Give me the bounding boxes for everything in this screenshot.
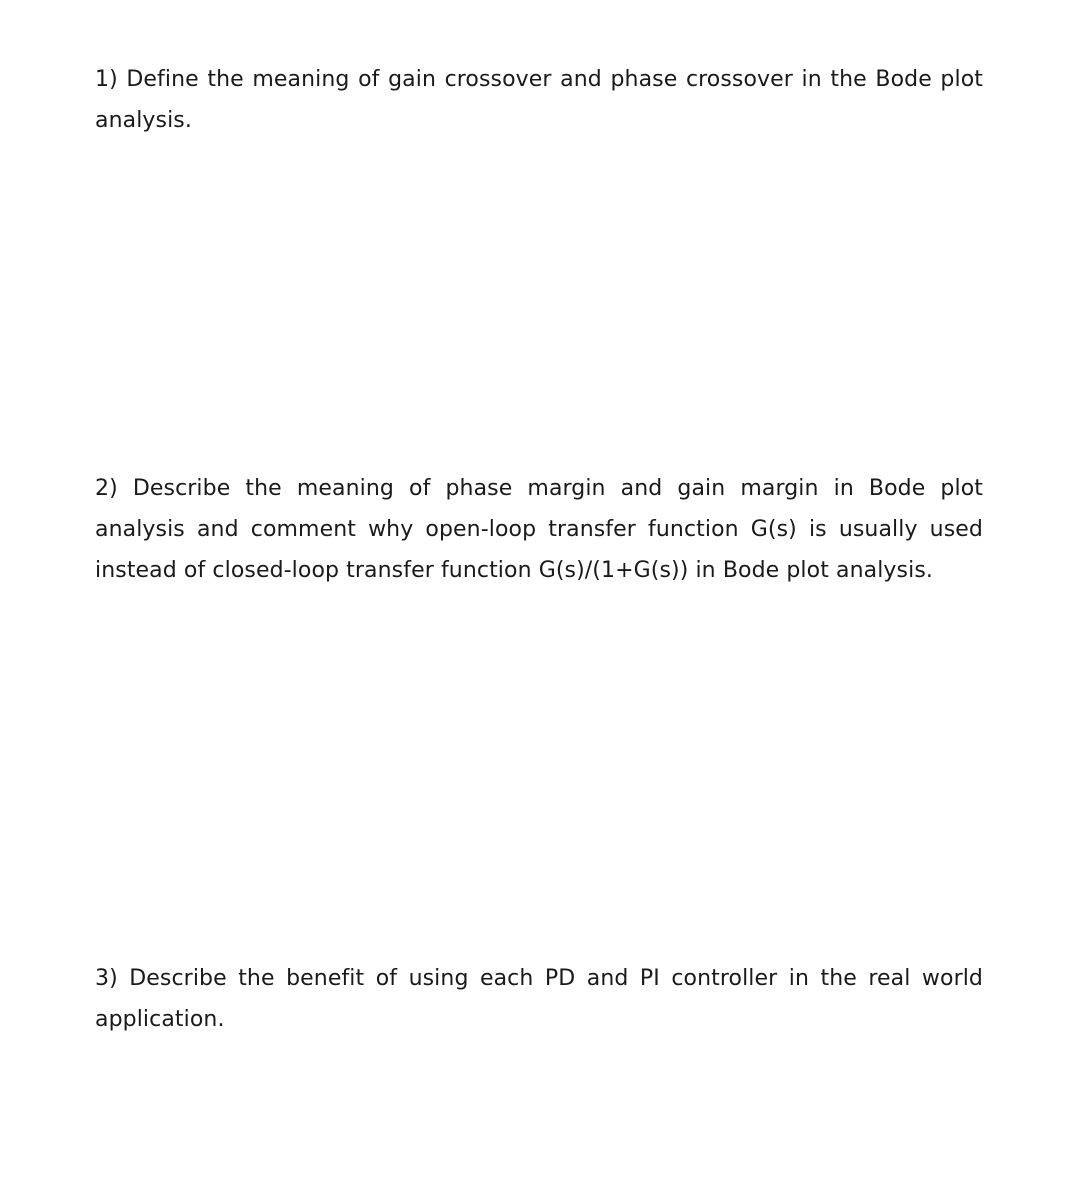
question-3: 3) Describe the benefit of using each PD and PI controller in the real world application. <box>95 966 983 1032</box>
question-2: 2) Describe the meaning of phase margin and gain margin in Bode plot analysis and comment why open-loop transfer function G(s) is usually used instead of closed-loop transfer function G(s)/(1+G(s)) in Bode plot analysis. <box>95 476 983 583</box>
question-1: 1) Define the meaning of gain crossover and phase crossover in the Bode plot analysis. <box>95 67 983 133</box>
